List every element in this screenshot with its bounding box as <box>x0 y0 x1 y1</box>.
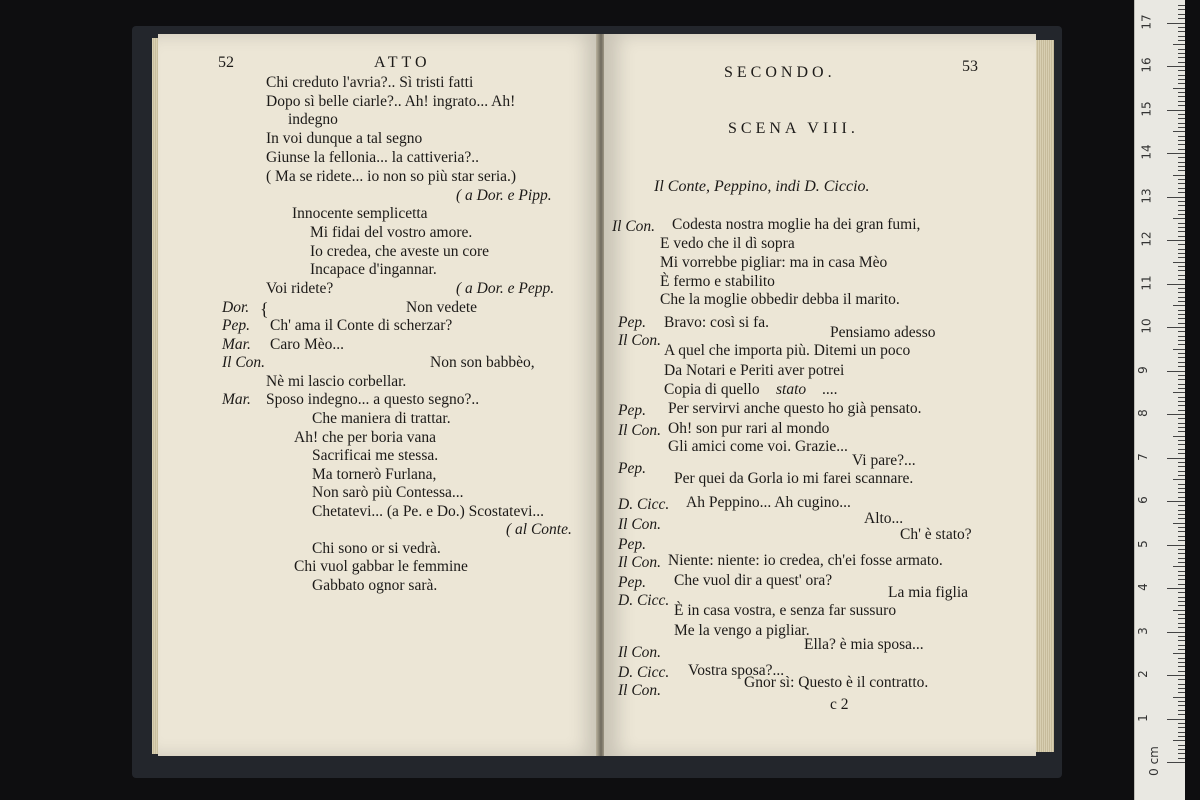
ruler-tick <box>1178 379 1185 380</box>
ruler-tick <box>1178 127 1185 128</box>
ruler-label: 1 <box>1135 713 1150 722</box>
ruler-tick <box>1178 605 1185 606</box>
ruler-tick <box>1178 701 1185 702</box>
ruler-tick <box>1173 131 1185 132</box>
ruler-tick <box>1178 527 1185 528</box>
ruler-tick <box>1178 9 1185 10</box>
ruler-tick <box>1178 157 1185 158</box>
ruler-tick <box>1178 558 1185 559</box>
verse-line: .... <box>822 381 838 398</box>
ruler-tick <box>1178 266 1185 267</box>
speaker-label: Il Con. <box>222 354 266 371</box>
ruler-tick <box>1178 536 1185 537</box>
ruler-tick <box>1178 753 1185 754</box>
ruler-label: 5 <box>1135 539 1150 548</box>
verse-line: indegno <box>288 111 338 128</box>
page-number: 52 <box>218 54 234 71</box>
ruler-tick <box>1178 662 1185 663</box>
ruler-tick <box>1178 231 1185 232</box>
verse-line: Sposo indegno... a questo segno?.. <box>266 391 480 408</box>
ruler-tick <box>1178 658 1185 659</box>
ruler-tick <box>1178 510 1185 511</box>
ruler-tick <box>1178 375 1185 376</box>
ruler-tick <box>1178 292 1185 293</box>
ruler-tick <box>1173 479 1185 480</box>
ruler-tick <box>1178 592 1185 593</box>
verse-line: È fermo e stabilito <box>660 273 775 290</box>
ruler-label: 12 <box>1139 231 1154 247</box>
ruler-tick <box>1178 75 1185 76</box>
ruler-tick <box>1178 444 1185 445</box>
ruler-tick <box>1178 62 1185 63</box>
ruler-tick <box>1178 301 1185 302</box>
ruler-tick <box>1178 101 1185 102</box>
running-header: SECONDO. <box>724 64 836 81</box>
ruler-tick <box>1178 692 1185 693</box>
verse-line: Sacrificai me stessa. <box>312 447 439 464</box>
ruler-tick <box>1178 79 1185 80</box>
ruler-tick <box>1178 318 1185 319</box>
ruler-tick <box>1178 758 1185 759</box>
verse-line: Che vuol dir a quest' ora? <box>674 572 833 589</box>
ruler-tick <box>1178 671 1185 672</box>
verse-line: Innocente semplicetta <box>292 205 428 222</box>
verse-line: Chetatevi... (a Pe. e Do.) Scostatevi... <box>312 503 545 520</box>
verse-line: Non sarò più Contessa... <box>312 484 464 501</box>
verse-line: Per servirvi anche questo ho già pensato. <box>668 400 922 417</box>
ruler-tick <box>1178 323 1185 324</box>
ruler-tick <box>1178 214 1185 215</box>
page-number: 53 <box>962 58 978 75</box>
ruler-tick <box>1173 392 1185 393</box>
ruler-tick <box>1178 714 1185 715</box>
ruler-tick <box>1178 288 1185 289</box>
ruler-label: 9 <box>1135 365 1150 374</box>
measuring-ruler <box>1134 0 1185 800</box>
ruler-tick <box>1167 197 1185 198</box>
ruler-tick <box>1178 384 1185 385</box>
verse-line: Ah! che per boria vana <box>294 429 437 446</box>
verse-line: Dopo sì belle ciarle?.. Ah! ingrato... Ah! <box>266 93 516 110</box>
verse-line: Gabbato ognor sarà. <box>312 577 438 594</box>
ruler-tick <box>1178 227 1185 228</box>
ruler-tick <box>1178 149 1185 150</box>
speaker-label: Pep. <box>618 460 646 477</box>
ruler-tick <box>1178 571 1185 572</box>
ruler-tick <box>1178 462 1185 463</box>
speaker-label: Il Con. <box>612 218 656 235</box>
ruler-label: 15 <box>1139 100 1154 117</box>
ruler-tick <box>1178 188 1185 189</box>
verse-line: Per quei da Gorla io mi farei scannare. <box>674 470 914 487</box>
ruler-tick <box>1178 310 1185 311</box>
ruler-tick <box>1178 114 1185 115</box>
ruler-tick <box>1178 179 1185 180</box>
ruler-tick <box>1178 27 1185 28</box>
verse-line: Vostra sposa?... <box>688 662 785 679</box>
ruler-label: 7 <box>1135 452 1150 461</box>
verse-line: In voi dunque a tal segno <box>266 130 423 147</box>
ruler-tick <box>1178 640 1185 641</box>
speaker-label: Il Con. <box>618 644 662 661</box>
ruler-tick <box>1173 44 1185 45</box>
ruler-tick <box>1178 405 1185 406</box>
ruler-tick <box>1178 410 1185 411</box>
ruler-label: 13 <box>1139 187 1154 204</box>
ruler-tick <box>1178 597 1185 598</box>
ruler-tick <box>1178 236 1185 237</box>
verse-line: Me la vengo a pigliar. <box>674 622 810 639</box>
ruler-tick <box>1178 418 1185 419</box>
verse-line: E vedo che il dì sopra <box>660 235 795 252</box>
speaker-label: Dor. <box>222 299 250 316</box>
ruler-tick <box>1178 705 1185 706</box>
ruler-tick <box>1167 110 1185 111</box>
ruler-tick <box>1173 305 1185 306</box>
verse-line: Codesta nostra moglie ha dei gran fumi, <box>672 216 921 233</box>
ruler-tick <box>1178 118 1185 119</box>
ruler-tick <box>1178 83 1185 84</box>
speaker-label: Il Con. <box>618 554 662 571</box>
ruler-tick <box>1178 736 1185 737</box>
ruler-tick <box>1178 423 1185 424</box>
ruler-label: 14 <box>1139 144 1154 160</box>
speaker-label: Pep. <box>618 402 646 419</box>
speaker-label: Pep. <box>618 314 646 331</box>
ruler-label: 3 <box>1135 626 1150 635</box>
ruler-tick <box>1173 88 1185 89</box>
verse-line: Nè mi lascio corbellar. <box>266 373 407 390</box>
ruler-tick <box>1173 523 1185 524</box>
ruler-tick <box>1178 484 1185 485</box>
ruler-tick <box>1178 144 1185 145</box>
ruler-tick <box>1173 740 1185 741</box>
ruler-tick <box>1178 471 1185 472</box>
speaker-label: Mar. <box>222 336 251 353</box>
ruler-label: 10 <box>1139 318 1154 334</box>
ruler-tick <box>1178 344 1185 345</box>
ruler-label: 8 <box>1135 409 1150 417</box>
ruler-tick <box>1178 340 1185 341</box>
ruler-tick <box>1178 136 1185 137</box>
ruler-tick <box>1178 431 1185 432</box>
ruler-tick <box>1167 632 1185 633</box>
ruler-tick <box>1167 762 1185 763</box>
ruler-tick <box>1178 723 1185 724</box>
ruler-tick <box>1178 123 1185 124</box>
ruler-tick <box>1178 49 1185 50</box>
ruler-tick <box>1167 414 1185 415</box>
ruler-tick <box>1178 31 1185 32</box>
ruler-tick <box>1178 645 1185 646</box>
ruler-tick <box>1178 679 1185 680</box>
ruler-tick <box>1178 5 1185 6</box>
speaker-label: Pep. <box>222 317 250 334</box>
ruler-tick <box>1167 23 1185 24</box>
ruler-tick <box>1178 575 1185 576</box>
ruler-tick <box>1178 614 1185 615</box>
ruler-tick <box>1178 531 1185 532</box>
ruler-tick <box>1178 618 1185 619</box>
speaker-label: Il Con. <box>618 422 662 439</box>
ruler-tick <box>1178 540 1185 541</box>
ruler-tick <box>1167 284 1185 285</box>
ruler-tick <box>1167 545 1185 546</box>
ruler-tick <box>1178 688 1185 689</box>
ruler-tick <box>1178 210 1185 211</box>
ruler-tick <box>1178 105 1185 106</box>
ruler-tick <box>1178 96 1185 97</box>
ruler-tick <box>1178 401 1185 402</box>
ruler-tick <box>1178 223 1185 224</box>
ruler-tick <box>1178 623 1185 624</box>
verse-line: Bravo: così si fa. <box>664 314 770 331</box>
ruler-tick <box>1178 388 1185 389</box>
ruler-tick <box>1173 349 1185 350</box>
ruler-tick <box>1178 297 1185 298</box>
verse-line: Copia di quello <box>664 381 760 398</box>
speaker-label: Pep. <box>618 574 646 591</box>
ruler-label: 17 <box>1139 13 1154 30</box>
left-page <box>158 34 600 756</box>
ruler-label: 6 <box>1135 496 1150 504</box>
ruler-tick <box>1178 732 1185 733</box>
ruler-tick <box>1167 675 1185 676</box>
ruler-label: 16 <box>1139 57 1154 73</box>
ruler-tick <box>1167 327 1185 328</box>
ruler-label: 0 cm <box>1146 746 1161 776</box>
ruler-tick <box>1173 175 1185 176</box>
ruler-tick <box>1167 371 1185 372</box>
right-page <box>604 34 1036 756</box>
ruler-tick <box>1178 275 1185 276</box>
speaker-label: D. Cicc. <box>618 664 670 681</box>
verse-line: Chi creduto l'avria?.. Sì tristi fatti <box>266 74 474 91</box>
stage-direction: ( a Dor. e Pepp. <box>456 280 555 297</box>
verse-line: ( Ma se ridete... io non so più star seria.) <box>266 168 517 185</box>
verse-line: Ch' è stato? <box>900 526 972 543</box>
ruler-tick <box>1178 488 1185 489</box>
verse-line: Ah Peppino... Ah cugino... <box>686 494 851 511</box>
ruler-tick <box>1167 240 1185 241</box>
ruler-tick <box>1178 257 1185 258</box>
speaker-label: Pep. <box>618 536 646 553</box>
signature-mark: c 2 <box>830 696 849 713</box>
verse-line: Caro Mèo... <box>270 336 345 353</box>
verse-line: Alto... <box>864 510 904 527</box>
ruler-tick <box>1178 40 1185 41</box>
ruler-label: 11 <box>1139 274 1154 291</box>
verse-emphasis: stato <box>776 381 807 398</box>
verse-line: Pensiamo adesso <box>830 324 936 341</box>
verse-line: Ch' ama il Conte di scherzar? <box>270 317 453 334</box>
verse-line: Mi vorrebbe pigliar: ma in casa Mèo <box>660 254 888 271</box>
page-edges-right <box>1034 40 1054 752</box>
ruler-tick <box>1178 353 1185 354</box>
ruler-tick <box>1178 53 1185 54</box>
verse-line: Che maniera di trattar. <box>312 410 451 427</box>
ruler-tick <box>1178 314 1185 315</box>
ruler-tick <box>1178 518 1185 519</box>
verse-line: Ma tornerò Furlana, <box>312 466 437 483</box>
ruler-tick <box>1178 357 1185 358</box>
ruler-tick <box>1178 397 1185 398</box>
ruler-tick <box>1178 36 1185 37</box>
ruler-tick <box>1178 492 1185 493</box>
verse-line: Mi fidai del vostro amore. <box>310 224 473 241</box>
verse-line: Voi ridete? <box>266 280 334 297</box>
speaker-label: D. Cicc. <box>618 592 670 609</box>
ruler-tick <box>1178 249 1185 250</box>
ruler-tick <box>1173 566 1185 567</box>
verse-line: La mia figlia <box>888 584 969 601</box>
verse-line: Oh! son pur rari al mondo <box>668 420 830 437</box>
verse-line: È in casa vostra, e senza far sussuro <box>674 602 897 619</box>
scene-characters: Il Conte, Peppino, indi D. Ciccio. <box>654 178 870 195</box>
ruler-tick <box>1173 610 1185 611</box>
ruler-tick <box>1178 549 1185 550</box>
ruler-tick <box>1178 362 1185 363</box>
verse-line: Non vedete <box>406 299 478 316</box>
ruler-tick <box>1178 745 1185 746</box>
ruler-tick <box>1178 270 1185 271</box>
verse-line: Chi vuol gabbar le femmine <box>294 558 468 575</box>
scene-title: SCENA VIII. <box>728 120 859 137</box>
ruler-tick <box>1167 588 1185 589</box>
ruler-tick <box>1173 697 1185 698</box>
speaker-label: Il Con. <box>618 332 662 349</box>
ruler-tick <box>1167 719 1185 720</box>
speaker-label: Il Con. <box>618 682 662 699</box>
ruler-tick <box>1178 140 1185 141</box>
ruler-tick <box>1178 497 1185 498</box>
speaker-label: D. Cicc. <box>618 496 670 513</box>
stage-direction: ( a Dor. e Pipp. <box>456 187 552 204</box>
ruler-tick <box>1178 336 1185 337</box>
ruler-tick <box>1178 170 1185 171</box>
verse-line: Da Notari e Periti aver potrei <box>664 362 845 379</box>
ruler-tick <box>1178 684 1185 685</box>
ruler-tick <box>1178 449 1185 450</box>
ruler-tick <box>1178 162 1185 163</box>
ruler-tick <box>1173 436 1185 437</box>
ruler-tick <box>1178 584 1185 585</box>
ruler-tick <box>1178 205 1185 206</box>
verse-line: Chi sono or si vedrà. <box>312 540 441 557</box>
ruler-tick <box>1167 153 1185 154</box>
ruler-tick <box>1178 18 1185 19</box>
ruler-tick <box>1178 649 1185 650</box>
ruler-tick <box>1178 553 1185 554</box>
ruler-tick <box>1178 244 1185 245</box>
verse-line: A quel che importa più. Ditemi un poco <box>664 342 911 359</box>
verse-line: Incapace d'ingannar. <box>310 261 437 278</box>
ruler-tick <box>1178 440 1185 441</box>
ruler-tick <box>1178 727 1185 728</box>
ruler-tick <box>1178 710 1185 711</box>
ruler-tick <box>1173 218 1185 219</box>
ruler-tick <box>1178 14 1185 15</box>
ruler-tick <box>1178 92 1185 93</box>
ruler-tick <box>1178 562 1185 563</box>
ruler-tick <box>1178 601 1185 602</box>
ruler-tick <box>1178 331 1185 332</box>
ruler-tick <box>1178 253 1185 254</box>
ruler-tick <box>1178 666 1185 667</box>
brace-mark: { <box>260 299 269 319</box>
verse-line: Ella? è mia sposa... <box>804 636 924 653</box>
ruler-tick <box>1178 579 1185 580</box>
stage-direction: ( al Conte. <box>506 521 572 538</box>
ruler-tick <box>1173 653 1185 654</box>
verse-line: Che la moglie obbedir debba il marito. <box>660 291 900 308</box>
ruler-label: 2 <box>1135 670 1150 678</box>
verse-line: Vi pare?... <box>852 452 916 469</box>
verse-line: Gnor sì: Questo è il contratto. <box>744 674 929 691</box>
ruler-tick <box>1167 458 1185 459</box>
verse-line: Niente: niente: io credea, ch'ei fosse armato. <box>668 552 943 569</box>
speaker-label: Il Con. <box>618 516 662 533</box>
ruler-tick <box>1167 66 1185 67</box>
ruler-tick <box>1178 749 1185 750</box>
ruler-tick <box>1178 627 1185 628</box>
ruler-tick <box>1178 192 1185 193</box>
speaker-label: Mar. <box>222 391 251 408</box>
ruler-tick <box>1178 166 1185 167</box>
verse-line: Io credea, che aveste un core <box>310 243 489 260</box>
verse-line: Non son babbèo, <box>430 354 535 371</box>
ruler-tick <box>1178 70 1185 71</box>
ruler-tick <box>1178 505 1185 506</box>
ruler-tick <box>1178 636 1185 637</box>
ruler-tick <box>1167 501 1185 502</box>
ruler-tick <box>1178 183 1185 184</box>
ruler-tick <box>1178 427 1185 428</box>
verse-line: Giunse la fellonia... la cattiveria?.. <box>266 149 480 166</box>
ruler-tick <box>1178 453 1185 454</box>
ruler-tick <box>1178 475 1185 476</box>
ruler-tick <box>1178 514 1185 515</box>
ruler-tick <box>1178 279 1185 280</box>
ruler-label: 4 <box>1135 583 1150 591</box>
ruler-tick <box>1178 466 1185 467</box>
ruler-tick <box>1178 201 1185 202</box>
running-header: ATTO <box>374 54 431 71</box>
ruler-tick <box>1173 262 1185 263</box>
ruler-tick <box>1178 57 1185 58</box>
verse-line: Gli amici come voi. Grazie... <box>668 438 848 455</box>
ruler-tick <box>1178 366 1185 367</box>
